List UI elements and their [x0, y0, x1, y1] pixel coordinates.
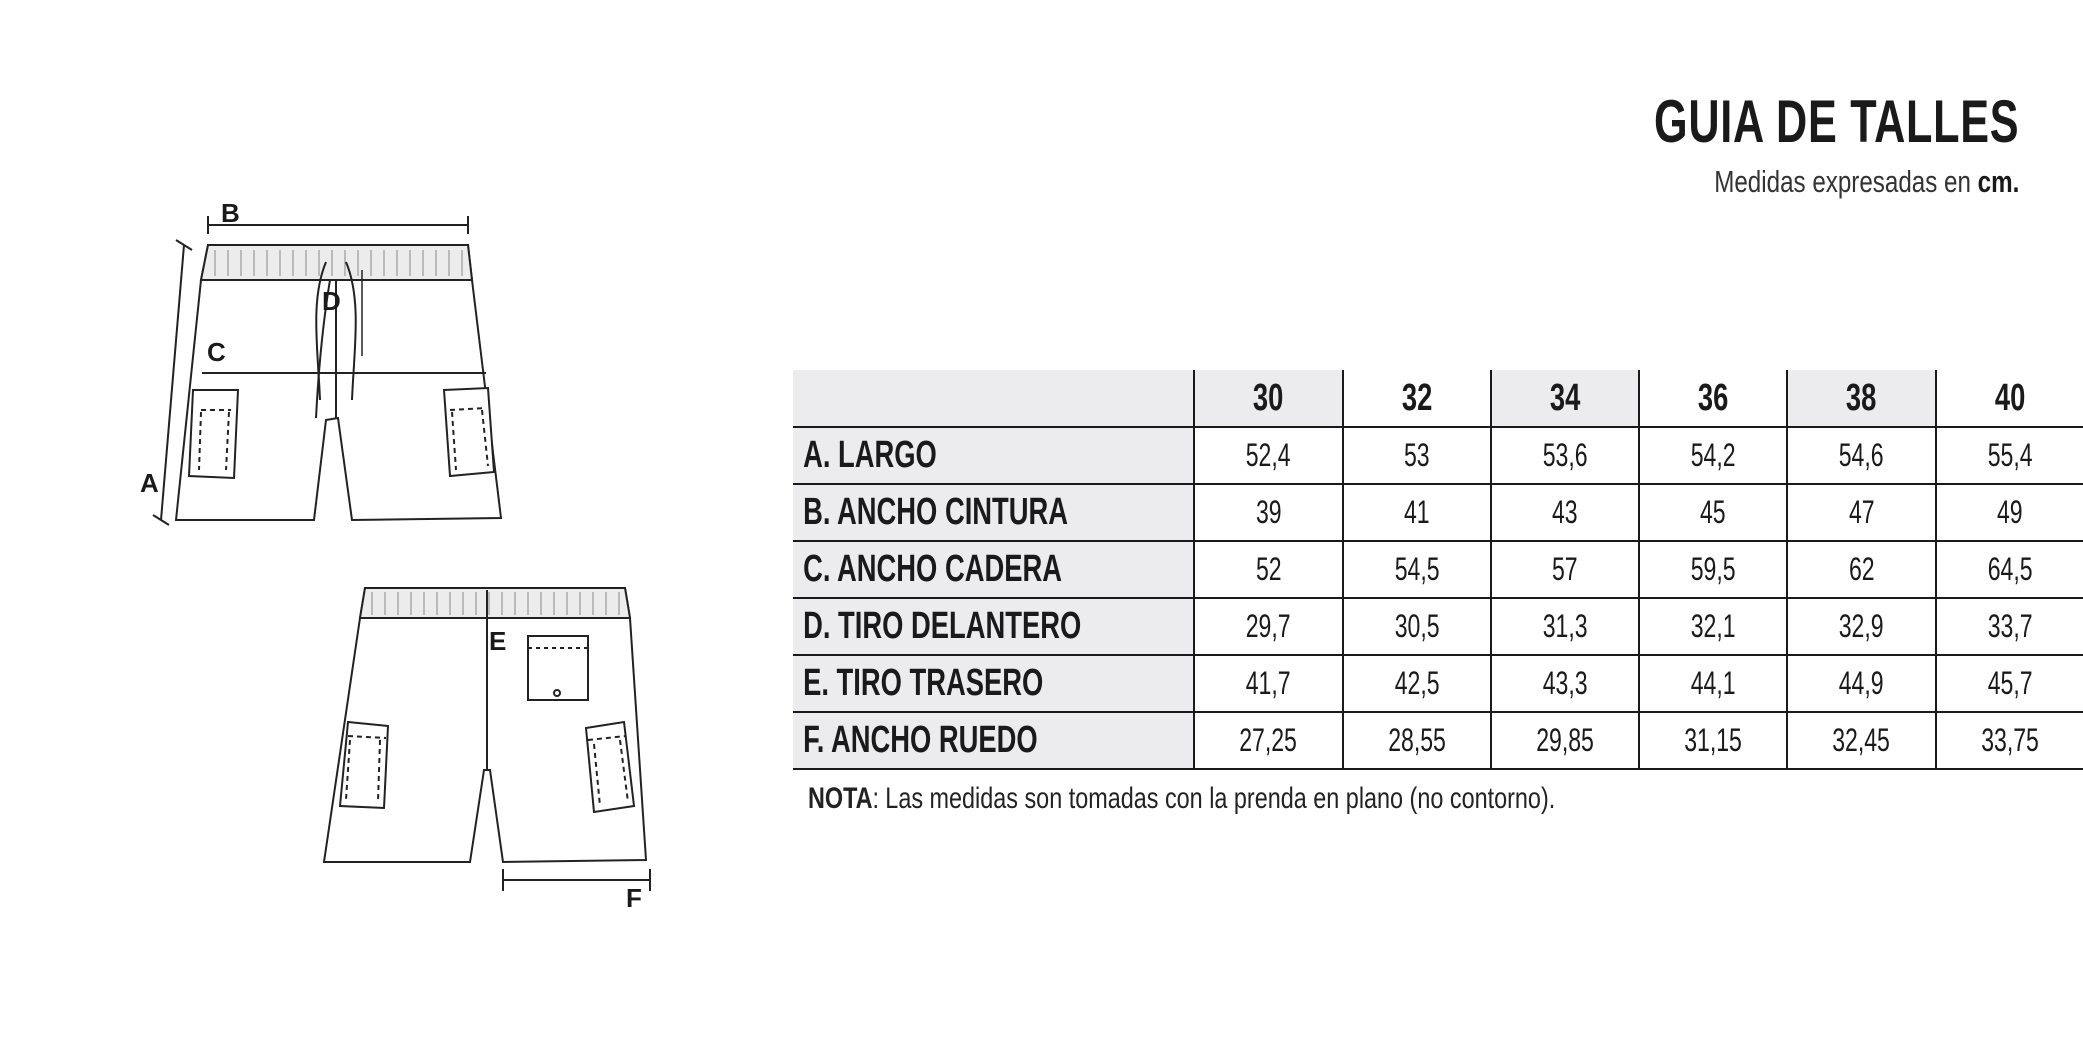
cell-value: 39: [1255, 494, 1282, 530]
cell-value: 55,4: [1987, 437, 2033, 473]
value-cell: [1491, 655, 1639, 712]
dim-label-c: C: [207, 337, 226, 367]
value-cell: [1936, 541, 2083, 598]
note-colon: :: [872, 782, 880, 815]
cell-value: 32,45: [1832, 722, 1891, 758]
value-cell: [1639, 598, 1787, 655]
value-cell: [1343, 484, 1491, 541]
size-40-heading: 40: [1994, 376, 2026, 419]
dim-label-d: D: [322, 286, 341, 316]
note-text: Las medidas son tomadas con la prenda en plano (no contorno).: [885, 782, 1556, 815]
value-cell: [1639, 541, 1787, 598]
value-cell: [1639, 655, 1787, 712]
size-table: [793, 370, 2083, 770]
row-label-cell: [793, 427, 1194, 484]
row-label-largo: A. LARGO: [803, 434, 937, 476]
cell-value: 64,5: [1987, 551, 2033, 587]
cell-value: 53: [1403, 437, 1430, 473]
size-header-cell: [1491, 370, 1639, 427]
value-cell: [1491, 598, 1639, 655]
cell-value: 33,75: [1980, 722, 2039, 758]
cell-value: 52: [1255, 551, 1282, 587]
value-cell: [1343, 655, 1491, 712]
row-label-cell: [793, 541, 1194, 598]
cell-value: 41,7: [1246, 665, 1291, 701]
value-cell: [1194, 655, 1342, 712]
cell-value: 49: [1997, 494, 2023, 530]
cell-value: 29,7: [1246, 608, 1291, 644]
subtitle-unit: cm.: [1977, 164, 2019, 199]
table-row: [793, 655, 2083, 712]
table-row: [793, 484, 2083, 541]
cell-value: 54,6: [1839, 437, 1884, 473]
value-cell: [1343, 712, 1491, 769]
size-header-row: [793, 370, 2083, 427]
table-row: [793, 427, 2083, 484]
header-empty-cell: [793, 370, 1194, 427]
cell-value: 54,5: [1394, 551, 1440, 587]
cell-value: 54,2: [1690, 437, 1736, 473]
value-cell: [1639, 712, 1787, 769]
value-cell: [1194, 541, 1342, 598]
dim-label-f: F: [626, 883, 642, 913]
table-row: [793, 712, 2083, 769]
size-34-heading: 34: [1549, 376, 1581, 419]
size-header-cell: [1639, 370, 1787, 427]
cell-value: 45,7: [1987, 665, 2033, 701]
shorts-diagram: [0, 0, 720, 1042]
cell-value: 27,25: [1239, 722, 1298, 758]
row-label-cell: [793, 655, 1194, 712]
value-cell: [1936, 598, 2083, 655]
table-row: [793, 541, 2083, 598]
page-title: GUIA DE TALLES: [1653, 88, 2019, 155]
value-cell: [1787, 655, 1935, 712]
size-header-cell: [1343, 370, 1491, 427]
cell-value: 45: [1700, 494, 1727, 530]
value-cell: [1787, 427, 1935, 484]
cell-value: 31,15: [1684, 722, 1743, 758]
cell-value: 43,3: [1542, 665, 1588, 701]
value-cell: [1491, 484, 1639, 541]
subtitle-text: Medidas expresadas en: [1713, 164, 1971, 199]
size-header-cell: [1194, 370, 1342, 427]
size-36-heading: 36: [1698, 376, 1729, 419]
value-cell: [1936, 655, 2083, 712]
value-cell: [1787, 712, 1935, 769]
dim-label-b: B: [221, 198, 240, 228]
cell-value: 47: [1848, 494, 1875, 530]
note: [808, 782, 1555, 816]
value-cell: [1194, 712, 1342, 769]
value-cell: [1343, 541, 1491, 598]
row-label-tiro-delantero: D. TIRO DELANTERO: [803, 605, 1082, 647]
value-cell: [1787, 598, 1935, 655]
value-cell: [1787, 484, 1935, 541]
size-38-heading: 38: [1846, 376, 1877, 419]
value-cell: [1343, 598, 1491, 655]
row-label-cell: [793, 598, 1194, 655]
cell-value: 33,7: [1987, 608, 2033, 644]
cell-value: 30,5: [1394, 608, 1440, 644]
value-cell: [1491, 541, 1639, 598]
cell-value: 62: [1848, 551, 1875, 587]
row-label-cell: [793, 712, 1194, 769]
cell-value: 52,4: [1246, 437, 1291, 473]
cell-value: 32,9: [1839, 608, 1884, 644]
cell-value: 59,5: [1690, 551, 1736, 587]
cell-value: 28,55: [1387, 722, 1446, 758]
row-label-ancho-ruedo: F. ANCHO RUEDO: [803, 719, 1038, 761]
cell-value: 43: [1552, 494, 1578, 530]
row-label-ancho-cintura: B. ANCHO CINTURA: [803, 491, 1069, 533]
cell-value: 32,1: [1690, 608, 1736, 644]
value-cell: [1936, 484, 2083, 541]
value-cell: [1639, 427, 1787, 484]
value-cell: [1194, 598, 1342, 655]
size-header-cell: [1936, 370, 2083, 427]
value-cell: [1936, 427, 2083, 484]
dim-label-e: E: [489, 626, 507, 656]
cell-value: 29,85: [1536, 722, 1594, 758]
value-cell: [1787, 541, 1935, 598]
row-label-tiro-trasero: E. TIRO TRASERO: [803, 662, 1044, 704]
value-cell: [1194, 484, 1342, 541]
back-shorts-drawing: [324, 588, 646, 862]
cell-value: 42,5: [1394, 665, 1440, 701]
value-cell: [1491, 712, 1639, 769]
value-cell: [1194, 427, 1342, 484]
cell-value: 57: [1552, 551, 1578, 587]
cell-value: 44,9: [1839, 665, 1884, 701]
size-30-heading: 30: [1253, 376, 1284, 419]
page-header: [1512, 88, 2019, 200]
value-cell: [1491, 427, 1639, 484]
value-cell: [1343, 427, 1491, 484]
note-prefix: NOTA: [808, 782, 873, 815]
dim-label-a: A: [140, 468, 159, 498]
cell-value: 53,6: [1542, 437, 1588, 473]
cell-value: 44,1: [1690, 665, 1736, 701]
page-subtitle: [1623, 164, 2019, 200]
size-header-cell: [1787, 370, 1935, 427]
size-32-heading: 32: [1401, 376, 1432, 419]
cell-value: 31,3: [1542, 608, 1588, 644]
row-label-ancho-cadera: C. ANCHO CADERA: [803, 548, 1062, 590]
cell-value: 41: [1403, 494, 1430, 530]
row-label-cell: [793, 484, 1194, 541]
value-cell: [1639, 484, 1787, 541]
table-row: [793, 598, 2083, 655]
value-cell: [1936, 712, 2083, 769]
